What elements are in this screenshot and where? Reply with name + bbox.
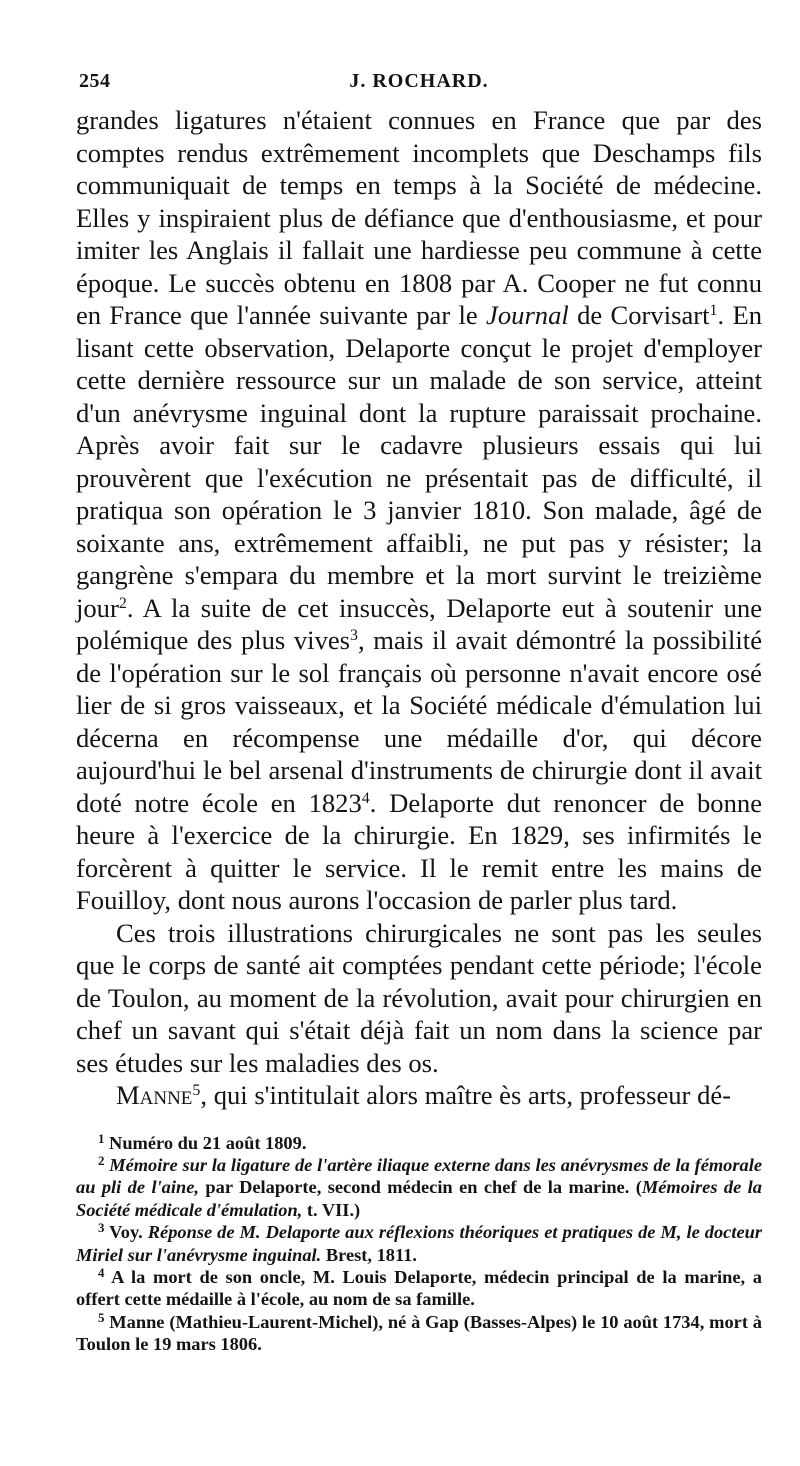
running-head: J. ROCHARD. bbox=[349, 70, 489, 92]
footnote bbox=[76, 1221, 762, 1266]
footnote-text: Manne (Mathieu-Laurent-Michel), né à Gap (Basses-Alpes) le 10 août 1734, mort à Toulon le 19 mars 1806. bbox=[76, 1311, 762, 1355]
page-header bbox=[76, 70, 762, 104]
footnote-title: Réponse de M. Delaporte aux réflexions théoriques et pratiques de M, le docteur Miriel sur l'anévrysme inguinal. bbox=[76, 1222, 762, 1265]
footnote-text: Voy. bbox=[109, 1222, 148, 1243]
footnote-text: par Delaporte, second médecin en chef de la marine. ( bbox=[198, 1177, 642, 1198]
footnote-number: 4 bbox=[98, 1266, 105, 1281]
footnote-ref: 1 bbox=[709, 302, 718, 320]
footnote-title: Mémoires de la Société médicale d'émulation, bbox=[76, 1177, 762, 1220]
footnote-number: 2 bbox=[98, 1154, 105, 1169]
text-run: , qui s'intitulait alors maître ès arts, professeur dé- bbox=[200, 1080, 732, 1110]
footnote-text: A la mort de son oncle, M. Louis Delaporte, médecin principal de la marine, a offert cette médaille à l'école, au nom de sa famille. bbox=[76, 1266, 762, 1310]
person-name: Manne bbox=[116, 1080, 193, 1110]
text-run: grandes ligatures n'étaient connues en France que par des comptes rendus extrêmement incomplets que Deschamps fils communiquait de temps en temps à la Société de médecine. Elles y inspiraient plus de défiance que d'enthousiasme, et pour imiter les Anglais il fallait une hardiesse peu commune à cette époque. Le succès obtenu en 1808 par A. Cooper ne fut connu en France que l'année suivante par le bbox=[76, 105, 762, 330]
footnote-ref: 4 bbox=[361, 789, 370, 807]
footnote bbox=[76, 1154, 762, 1221]
book-page bbox=[76, 70, 762, 1356]
footnote-ref: 3 bbox=[350, 627, 359, 645]
main-text bbox=[76, 104, 762, 1112]
paragraph bbox=[76, 104, 762, 917]
footnote bbox=[76, 1132, 762, 1154]
paragraph: Ces trois illustrations chirurgicales ne sont pas les seules que le corps de santé ait comptées pendant cette période; l'école de Toulon, au moment de la révolution, avait pour chirurgien en chef un savant qui s'était déjà fait un nom dans la science par ses études sur les maladies des os. bbox=[76, 917, 762, 1078]
journal-title: Journal bbox=[486, 300, 569, 330]
page-number: 254 bbox=[79, 70, 111, 92]
text-run: . En lisant cette observation, Delaporte conçut le projet d'employer cette dernière ressource sur un malade de son service, atteint d'un anévrysme inguinal dont la rupture paraissait prochaine. Après avoir fait sur le cadavre plusieurs essais qui lui prouvèrent que l'exécution ne présentait pas de difficulté, il pratiqua son opération le 3 janvier 1810. Son malade, âgé de soixante ans, extrêmement affaibli, ne put pas y résister; la gangrène s'empara du membre et la mort survint le treizième jour bbox=[76, 300, 762, 623]
footnote-text: t. VII.) bbox=[302, 1199, 361, 1220]
footnote-number: 5 bbox=[98, 1310, 105, 1325]
footnote bbox=[76, 1311, 762, 1356]
footnote-text: Numéro du 21 août 1809. bbox=[109, 1132, 307, 1153]
text-run: de Corvisart bbox=[568, 300, 710, 330]
footnote bbox=[76, 1266, 762, 1311]
text-run: . A la suite de cet insuccès, Delaporte eut à soutenir une polémique des plus vives bbox=[76, 592, 762, 655]
footnote-ref: 2 bbox=[118, 594, 127, 612]
footnote-title: Mémoire sur la ligature de l'artère iliaque externe dans les anévrysmes de la fémorale au pli de l'aine, bbox=[76, 1154, 762, 1198]
footnote-text: Brest, 1811. bbox=[321, 1244, 417, 1265]
text-run: . Delaporte dut renoncer de bonne heure à l'exercice de la chirurgie. En 1829, ses infirmités le forcèrent à quitter le service. Il le remit entre les mains de Fouilloy, dont nous aurons l'occasion de parler plus tard. bbox=[76, 787, 763, 915]
footnote-number: 3 bbox=[98, 1221, 105, 1236]
footnotes bbox=[76, 1132, 762, 1356]
footnote-ref: 5 bbox=[192, 1082, 201, 1100]
paragraph bbox=[76, 1079, 762, 1112]
footnote-number: 1 bbox=[98, 1131, 105, 1146]
text-run: , mais il avait démontré la possibilité de l'opération sur le sol français où personne n'avait encore osé lier de si gros vaisseaux, et la Société médicale d'émulation lui décerna en récompense une médaille d'or, qui décore aujourd'hui le bel arsenal d'instruments de chirurgie dont il avait doté notre école en 1823 bbox=[76, 625, 762, 818]
